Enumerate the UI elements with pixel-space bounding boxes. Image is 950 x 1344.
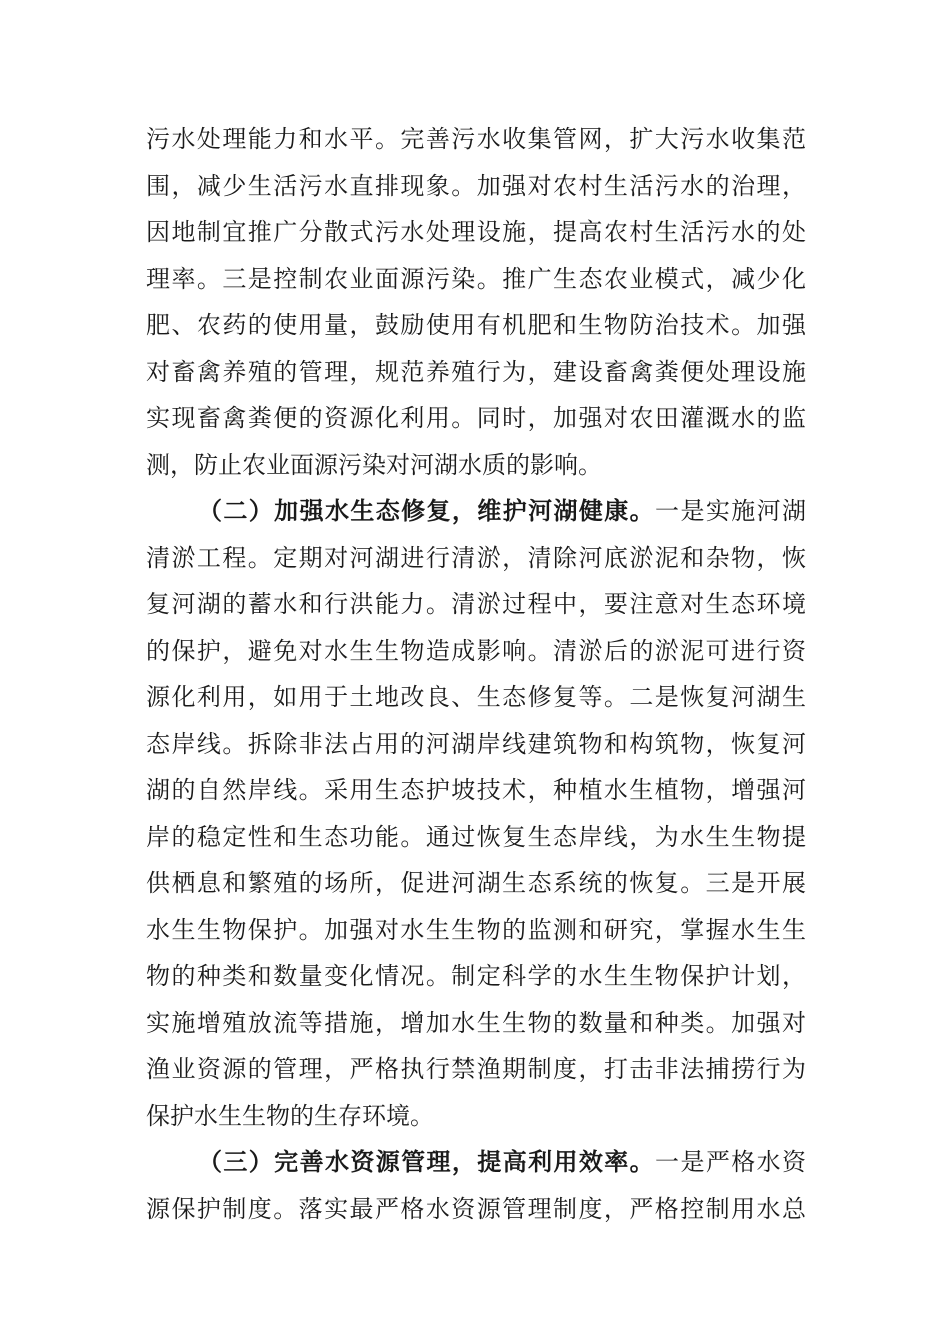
paragraph-line: 湖的自然岸线。采用生态护坡技术，种植水生植物，增强河 <box>146 776 806 804</box>
paragraph-first-line <box>146 488 806 535</box>
paragraph-line: 源保护制度。落实最严格水资源管理制度，严格控制用水总 <box>146 1194 806 1223</box>
paragraph-line: 对畜禽养殖的管理，规范养殖行为，建设畜禽粪便处理设施 <box>146 357 806 386</box>
paragraph-line: 围，减少生活污水直排现象。加强对农村生活污水的治理， <box>146 171 806 200</box>
paragraph-line: 源化利用，如用于土地改良、生态修复等。二是恢复河湖生 <box>146 683 806 711</box>
paragraph-line: 污水处理能力和水平。完善污水收集管网，扩大污水收集范 <box>146 125 806 153</box>
paragraph-line: 清淤工程。定期对河湖进行清淤，清除河底淤泥和杂物，恢 <box>146 543 806 572</box>
paragraph-line: 复河湖的蓄水和行洪能力。清淤过程中，要注意对生态环境 <box>146 590 806 618</box>
section-heading-3: （三）完善水资源管理，提高利用效率。 <box>198 1147 656 1176</box>
paragraph-line: 渔业资源的管理，严格执行禁渔期制度，打击非法捕捞行为 <box>146 1055 806 1083</box>
paragraph-line: 测，防止农业面源污染对河湖水质的影响。 <box>146 450 602 479</box>
paragraph-1 <box>146 116 806 488</box>
paragraph-line: 岸的稳定性和生态功能。通过恢复生态岸线，为水生生物提 <box>146 822 806 851</box>
paragraph-line: 因地制宜推广分散式污水处理设施，提高农村生活污水的处 <box>146 218 806 246</box>
first-line-text: 一是实施河湖 <box>655 497 806 525</box>
paragraph-line: 物的种类和数量变化情况。制定科学的水生生物保护计划， <box>146 962 806 990</box>
paragraph-line: 的保护，避免对水生生物造成影响。清淤后的淤泥可进行资 <box>146 636 806 665</box>
paragraph-line: 实施增殖放流等措施，增加水生生物的数量和种类。加强对 <box>146 1008 806 1037</box>
document-body <box>146 116 806 1232</box>
paragraph-line: 理率。三是控制农业面源污染。推广生态农业模式，减少化 <box>146 264 806 293</box>
paragraph-line: 态岸线。拆除非法占用的河湖岸线建筑物和构筑物，恢复河 <box>146 729 806 758</box>
paragraph-line: 供栖息和繁殖的场所，促进河湖生态系统的恢复。三是开展 <box>146 869 806 897</box>
paragraph-3 <box>146 1139 806 1232</box>
paragraph-line: 水生生物保护。加强对水生生物的监测和研究，掌握水生生 <box>146 915 806 944</box>
section-heading-2: （二）加强水生态修复，维护河湖健康。 <box>198 496 656 525</box>
paragraph-line: 实现畜禽粪便的资源化利用。同时，加强对农田灌溉水的监 <box>146 404 806 432</box>
paragraph-line: 保护水生生物的生存环境。 <box>146 1101 434 1130</box>
paragraph-line: 肥、农药的使用量，鼓励使用有机肥和生物防治技术。加强 <box>146 311 806 339</box>
first-line-text: 一是严格水资 <box>655 1148 806 1176</box>
paragraph-first-line <box>146 1139 806 1186</box>
paragraph-2 <box>146 488 806 1139</box>
